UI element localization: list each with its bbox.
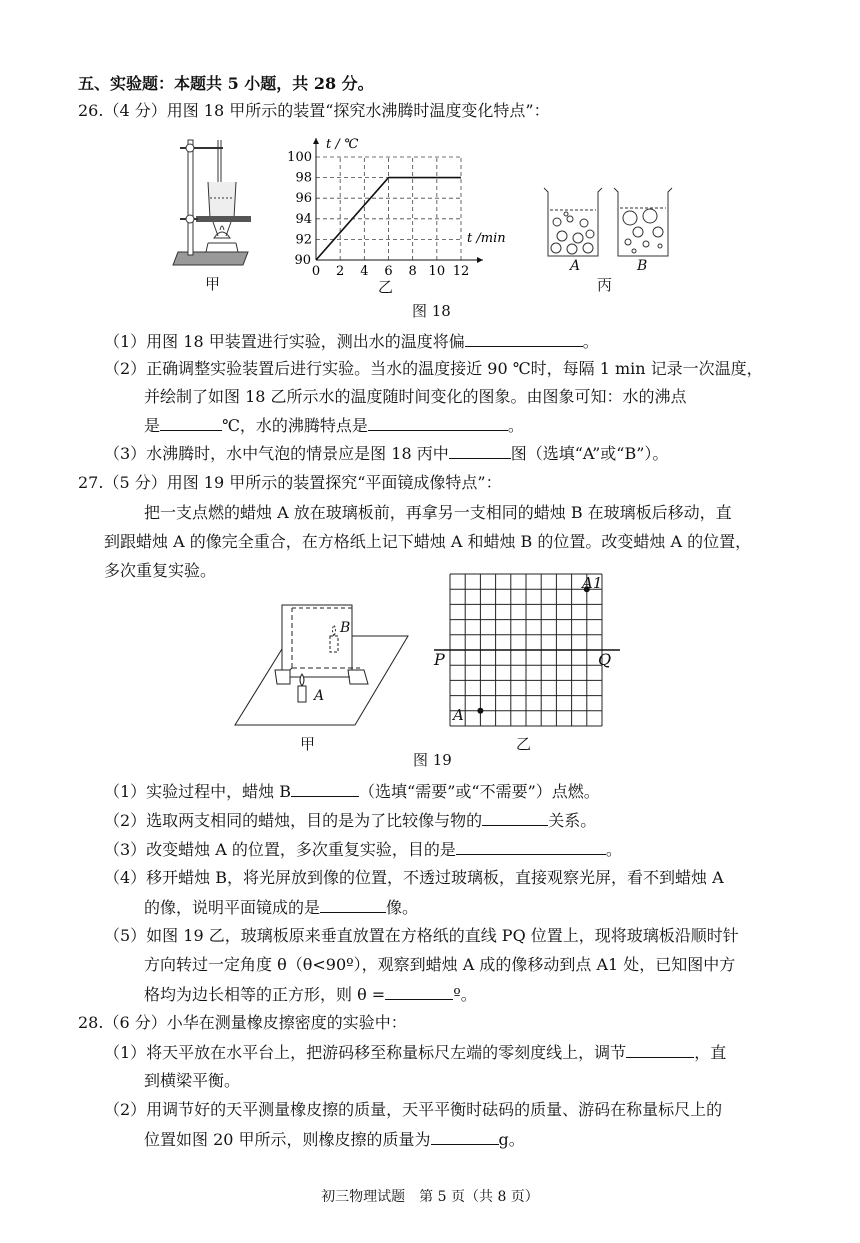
point-a [477,708,483,714]
q27-part3-blank[interactable] [456,838,606,855]
q28-part2-line2 [144,1128,525,1151]
x-axis-label: t /min [467,231,506,246]
y-tick-label: 100 [287,150,312,165]
q26-boiling-point-blank[interactable] [160,414,222,431]
q26-part2-text-b: ℃，水的沸腾特点是 [222,416,368,435]
q27-part3 [104,838,622,861]
q28-part1-line2: 到横梁平衡。 [144,1071,241,1090]
q26-part3-blank[interactable] [449,442,511,459]
q27-part5-line3 [144,983,477,1006]
figure18-apparatus [168,130,268,270]
x-tick-label: 8 [408,264,417,279]
q28-part1-line1 [104,1041,726,1064]
q27-part2 [104,809,596,832]
figure18-label-jia: 甲 [205,275,221,293]
q26-part1-blank[interactable] [465,330,583,347]
q27-part2-text-b: 关系。 [548,811,597,830]
q27-part5-text-a: 格均为边长相等的正方形，则 θ = [144,985,386,1004]
q27-part1-blank[interactable] [291,780,359,797]
grid-label-p: P [434,650,445,669]
q26-part2-text-c: 。 [507,416,524,435]
q27-part3-text-b: 。 [605,840,622,859]
figure18-label-yi: 乙 [378,278,394,296]
q27-theta-blank[interactable] [385,983,453,1000]
q27-part1-text-b: （选填“需要”或“不需要”）点燃。 [359,782,600,801]
q28-part2-line1: （2）用调节好的天平测量橡皮擦的质量，天平平衡时砝码的质量、游码在称量标尺上的 [104,1100,723,1119]
x-tick-label: 2 [336,264,345,279]
y-tick-label: 92 [295,232,312,248]
q27-part4-blank[interactable] [320,896,386,913]
q26-part2-text-a: 是 [144,416,161,435]
beaker-a [544,188,602,256]
q27-part2-text-a: （2）选取两支相同的蜡烛，目的是为了比较像与物的 [104,811,483,830]
q26-part1-end: 。 [582,332,599,351]
beaker-a-label: A [570,258,581,274]
q26-stem: 26.（4 分）用图 18 甲所示的装置“探究水沸腾时温度变化特点”： [78,101,550,120]
q26-part2-line2: 并绘制了如图 18 乙所示水的温度随时间变化的图象。由图象可知：水的沸点 [144,387,687,406]
y-axis-label: t / ℃ [326,137,359,152]
q28-mass-blank[interactable] [431,1128,499,1145]
q28-part2-text-a: 位置如图 20 甲所示，则橡皮擦的质量为 [144,1130,431,1149]
q26-boiling-feature-blank[interactable] [368,414,508,431]
beaker-b [614,188,672,256]
figure19-label-yi: 乙 [516,735,532,753]
section-header: 五、实验题：本题共 5 小题，共 28 分。 [78,74,374,93]
figure19-label-a: A [314,688,325,704]
x-tick-label: 10 [428,264,446,279]
page-footer: 初三物理试题 第 5 页（共 8 页） [321,1189,539,1205]
q26-part3 [104,442,668,465]
y-tick-label: 96 [295,191,312,207]
beaker-b-label: B [637,258,648,274]
x-axis-arrow [477,257,483,263]
grid-label-a: A [453,706,464,724]
q27-part5-line1: （5）如图 19 乙，玻璃板原来垂直放置在方格纸的直线 PQ 位置上，现将玻璃板沿顺时针 [104,926,739,945]
q27-part4-line1: （4）移开蜡烛 B，将光屏放到像的位置，不透过玻璃板，直接观察光屏，看不到蜡烛 A [104,868,724,887]
figure19-label-jia: 甲 [300,735,316,753]
grid-label-q: Q [598,650,612,669]
q28-part1-text-b: ，直 [694,1043,727,1062]
y-axis-arrow [313,138,319,144]
q26-part2-line1: （2）正确调整实验装置后进行实验。当水的温度接近 90 ℃时，每隔 1 min 记录一次温度， [104,359,763,378]
q27-part1 [104,780,600,803]
q27-part4-text-a: 的像，说明平面镜成的是 [144,898,321,917]
figure19-caption: 图 19 [413,751,452,769]
figure19-apparatus [230,600,415,735]
x-tick-label: 0 [311,264,321,279]
q27-part2-blank[interactable] [482,809,548,826]
q27-part1-text-a: （1）实验过程中，蜡烛 B [104,782,292,801]
q28-stem: 28.（6 分）小华在测量橡皮擦密度的实验中： [78,1013,407,1032]
q28-part1-blank[interactable] [626,1041,694,1058]
figure18-label-bing: 丙 [597,276,613,294]
figure18-chart [286,130,516,280]
x-tick-label: 6 [384,264,393,279]
q26-part1-text: （1）用图 18 甲装置进行实验，测出水的温度将偏 [104,332,465,351]
q26-part1 [104,330,599,353]
q27-stem: 27.（5 分）用图 19 甲所示的装置探究“平面镜成像特点”： [78,473,502,492]
y-tick-label: 90 [294,253,311,268]
q27-part5-line2: 方向转过一定角度 θ（θ<90º），观察到蜡烛 A 成的像移动到点 A1 处，已知图中方 [144,955,736,974]
q27-part3-text-a: （3）改变蜡烛 A 的位置，多次重复实验，目的是 [104,840,456,859]
q27-body-line2: 到跟蜡烛 A 的像完全重合，在方格纸上记下蜡烛 A 和蜡烛 B 的位置。改变蜡烛 A 的位置， [104,532,752,551]
q27-part5-text-b: º。 [453,985,477,1004]
x-tick-label: 12 [452,264,470,279]
figure18-caption: 图 18 [412,302,451,320]
q28-part1-text-a: （1）将天平放在水平台上，把游码移至称量标尺左端的零刻度线上，调节 [104,1043,627,1062]
q26-part3-text-a: （3）水沸腾时，水中气泡的情景应是图 18 丙中 [104,444,449,463]
q27-body-line3: 多次重复实验。 [104,561,217,580]
y-tick-label: 94 [295,211,312,227]
x-tick-label: 4 [360,264,369,279]
figure18-beakers [542,186,682,276]
q27-part4-text-b: 像。 [386,898,419,917]
q26-part2-line3 [144,414,524,437]
q27-body-line1: 把一支点燃的蜡烛 A 放在玻璃板前，再拿另一支相同的蜡烛 B 在玻璃板后移动，直 [144,503,732,522]
q26-part3-text-b: 图（选填“A”或“B”）。 [510,444,669,463]
figure19-label-b: B [340,620,351,636]
y-tick-label: 98 [295,170,312,186]
grid-label-a1: A1 [582,574,603,592]
q27-part4-line2 [144,896,418,919]
q28-part2-text-b: g。 [498,1130,525,1149]
